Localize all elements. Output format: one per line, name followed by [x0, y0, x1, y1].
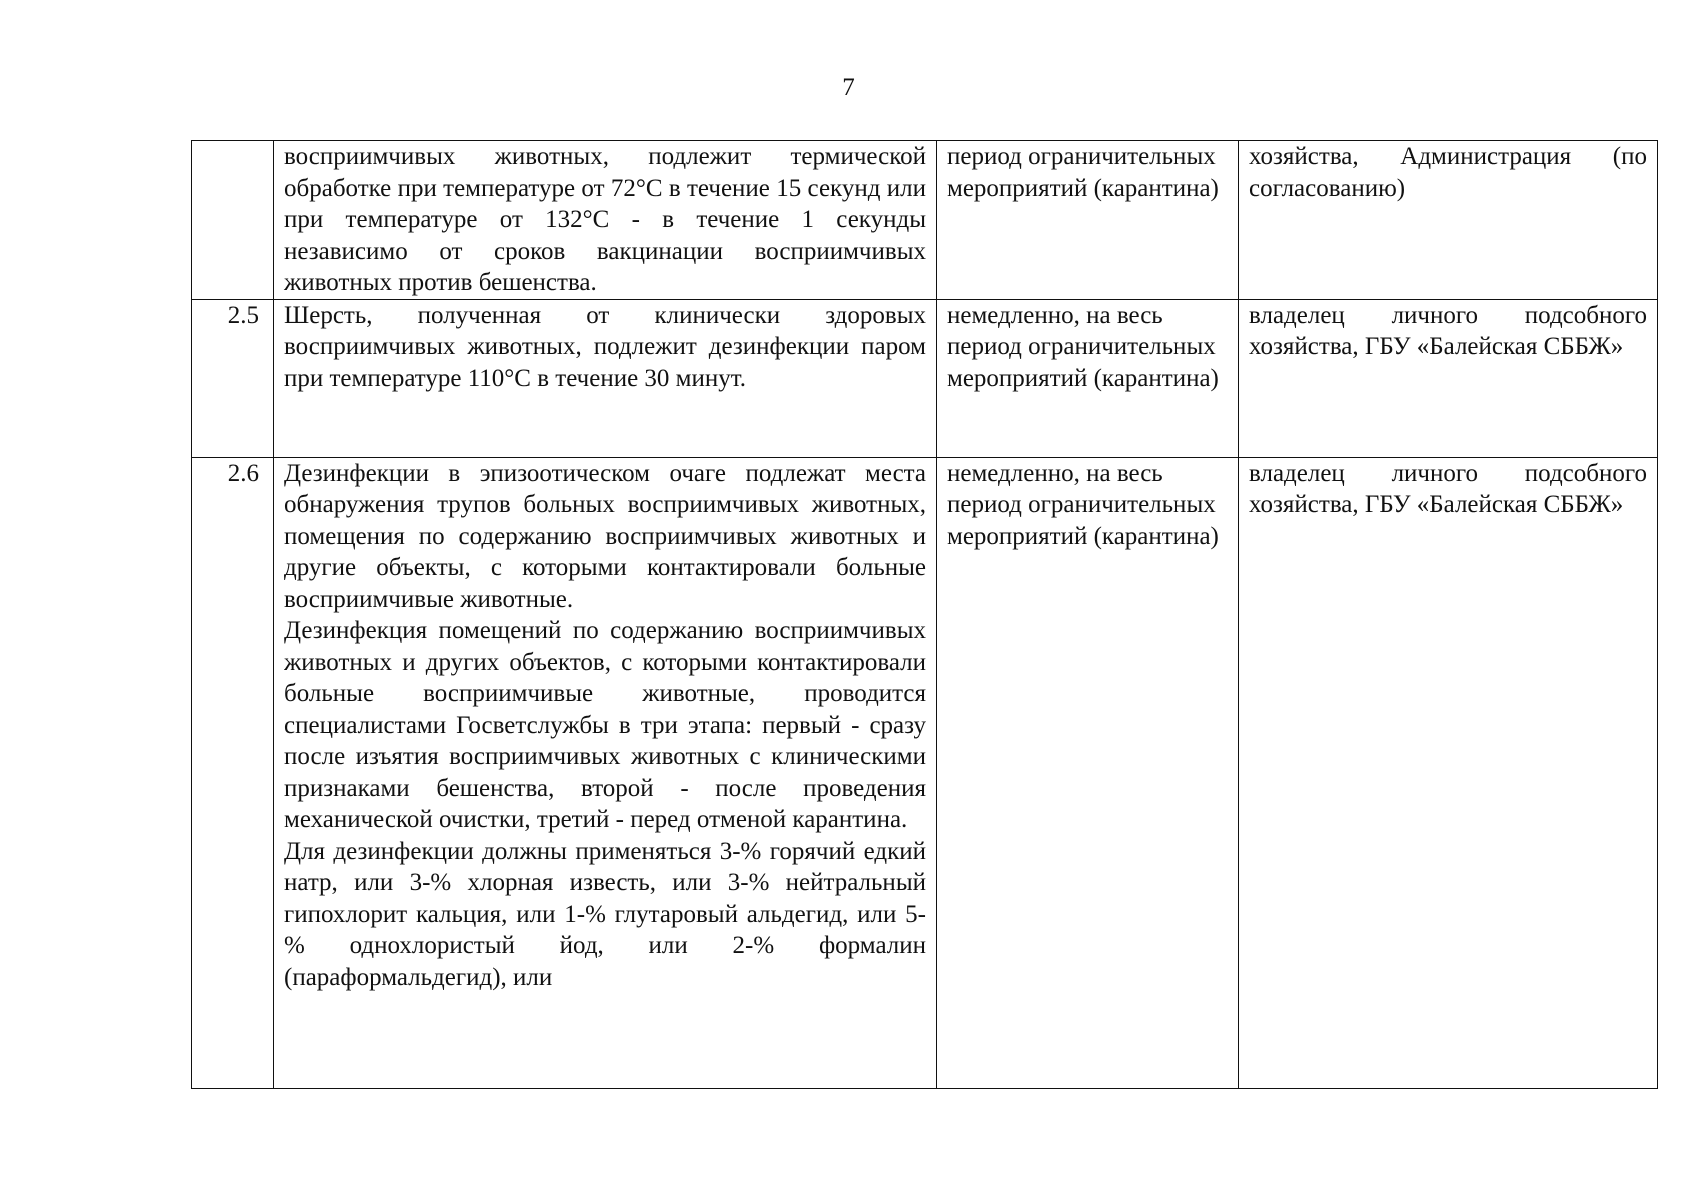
deadline-cell: немедленно, на весь период ограничительных мероприятий (карантина) [937, 299, 1239, 457]
measure-paragraph: восприимчивых животных, подлежит термической обработке при температуре от 72°С в течение 15 секунд или при температуре от 132°С - в течение 1 секунды независимо от сроков вакцинации восприимчивых животных против бешенства. [284, 143, 926, 296]
table-row [192, 457, 1658, 1088]
responsible-cell: владелец личного подсобного хозяйства, ГБУ «Балейская СББЖ» [1239, 457, 1658, 1088]
measure-description-cell [274, 299, 937, 457]
measure-paragraph: Шерсть, полученная от клинически здоровых восприимчивых животных, подлежит дезинфекции паром при температуре 110°С в течение 30 минут. [284, 301, 926, 392]
responsible-cell: владелец личного подсобного хозяйства, ГБУ «Балейская СББЖ» [1239, 299, 1658, 457]
item-number-cell [192, 141, 274, 300]
table-row [192, 299, 1658, 457]
page-number: 7 [842, 74, 855, 101]
deadline-cell: немедленно, на весь период ограничительных мероприятий (карантина) [937, 457, 1239, 1088]
measures-table [191, 140, 1658, 1089]
responsible-cell: хозяйства, Администрация (по согласованию) [1239, 141, 1658, 300]
measure-paragraph: Дезинфекции в эпизоотическом очаге подлежат места обнаружения трупов больных восприимчивых животных, помещения по содержанию восприимчивых животных и другие объекты, с которыми контактировали больные восприимчивые животные. [284, 459, 926, 613]
measure-paragraph: Дезинфекция помещений по содержанию восприимчивых животных и других объектов, с которыми контактировали больные восприимчивые животные, проводится специалистами Госветслужбы в три этапа: первый - сразу после изъятия восприимчивых животных с клиническими признаками бешенства, второй - после проведения механической очистки, третий - перед отменой карантина. [284, 617, 926, 833]
measure-description-cell [274, 457, 937, 1088]
deadline-cell: период ограничительных мероприятий (карантина) [937, 141, 1239, 300]
measure-paragraph: Для дезинфекции должны применяться 3-% горячий едкий натр, или 3-% хлорная известь, или 3-% нейтральный гипохлорит кальция, или 1-% глутаровый альдегид, или 5-% однохлористый йод, или 2-% формалин (параформальдегид), или [284, 837, 926, 991]
measure-description-cell [274, 141, 937, 300]
table-row [192, 141, 1658, 300]
item-number-cell: 2.6 [192, 457, 274, 1088]
item-number-cell: 2.5 [192, 299, 274, 457]
